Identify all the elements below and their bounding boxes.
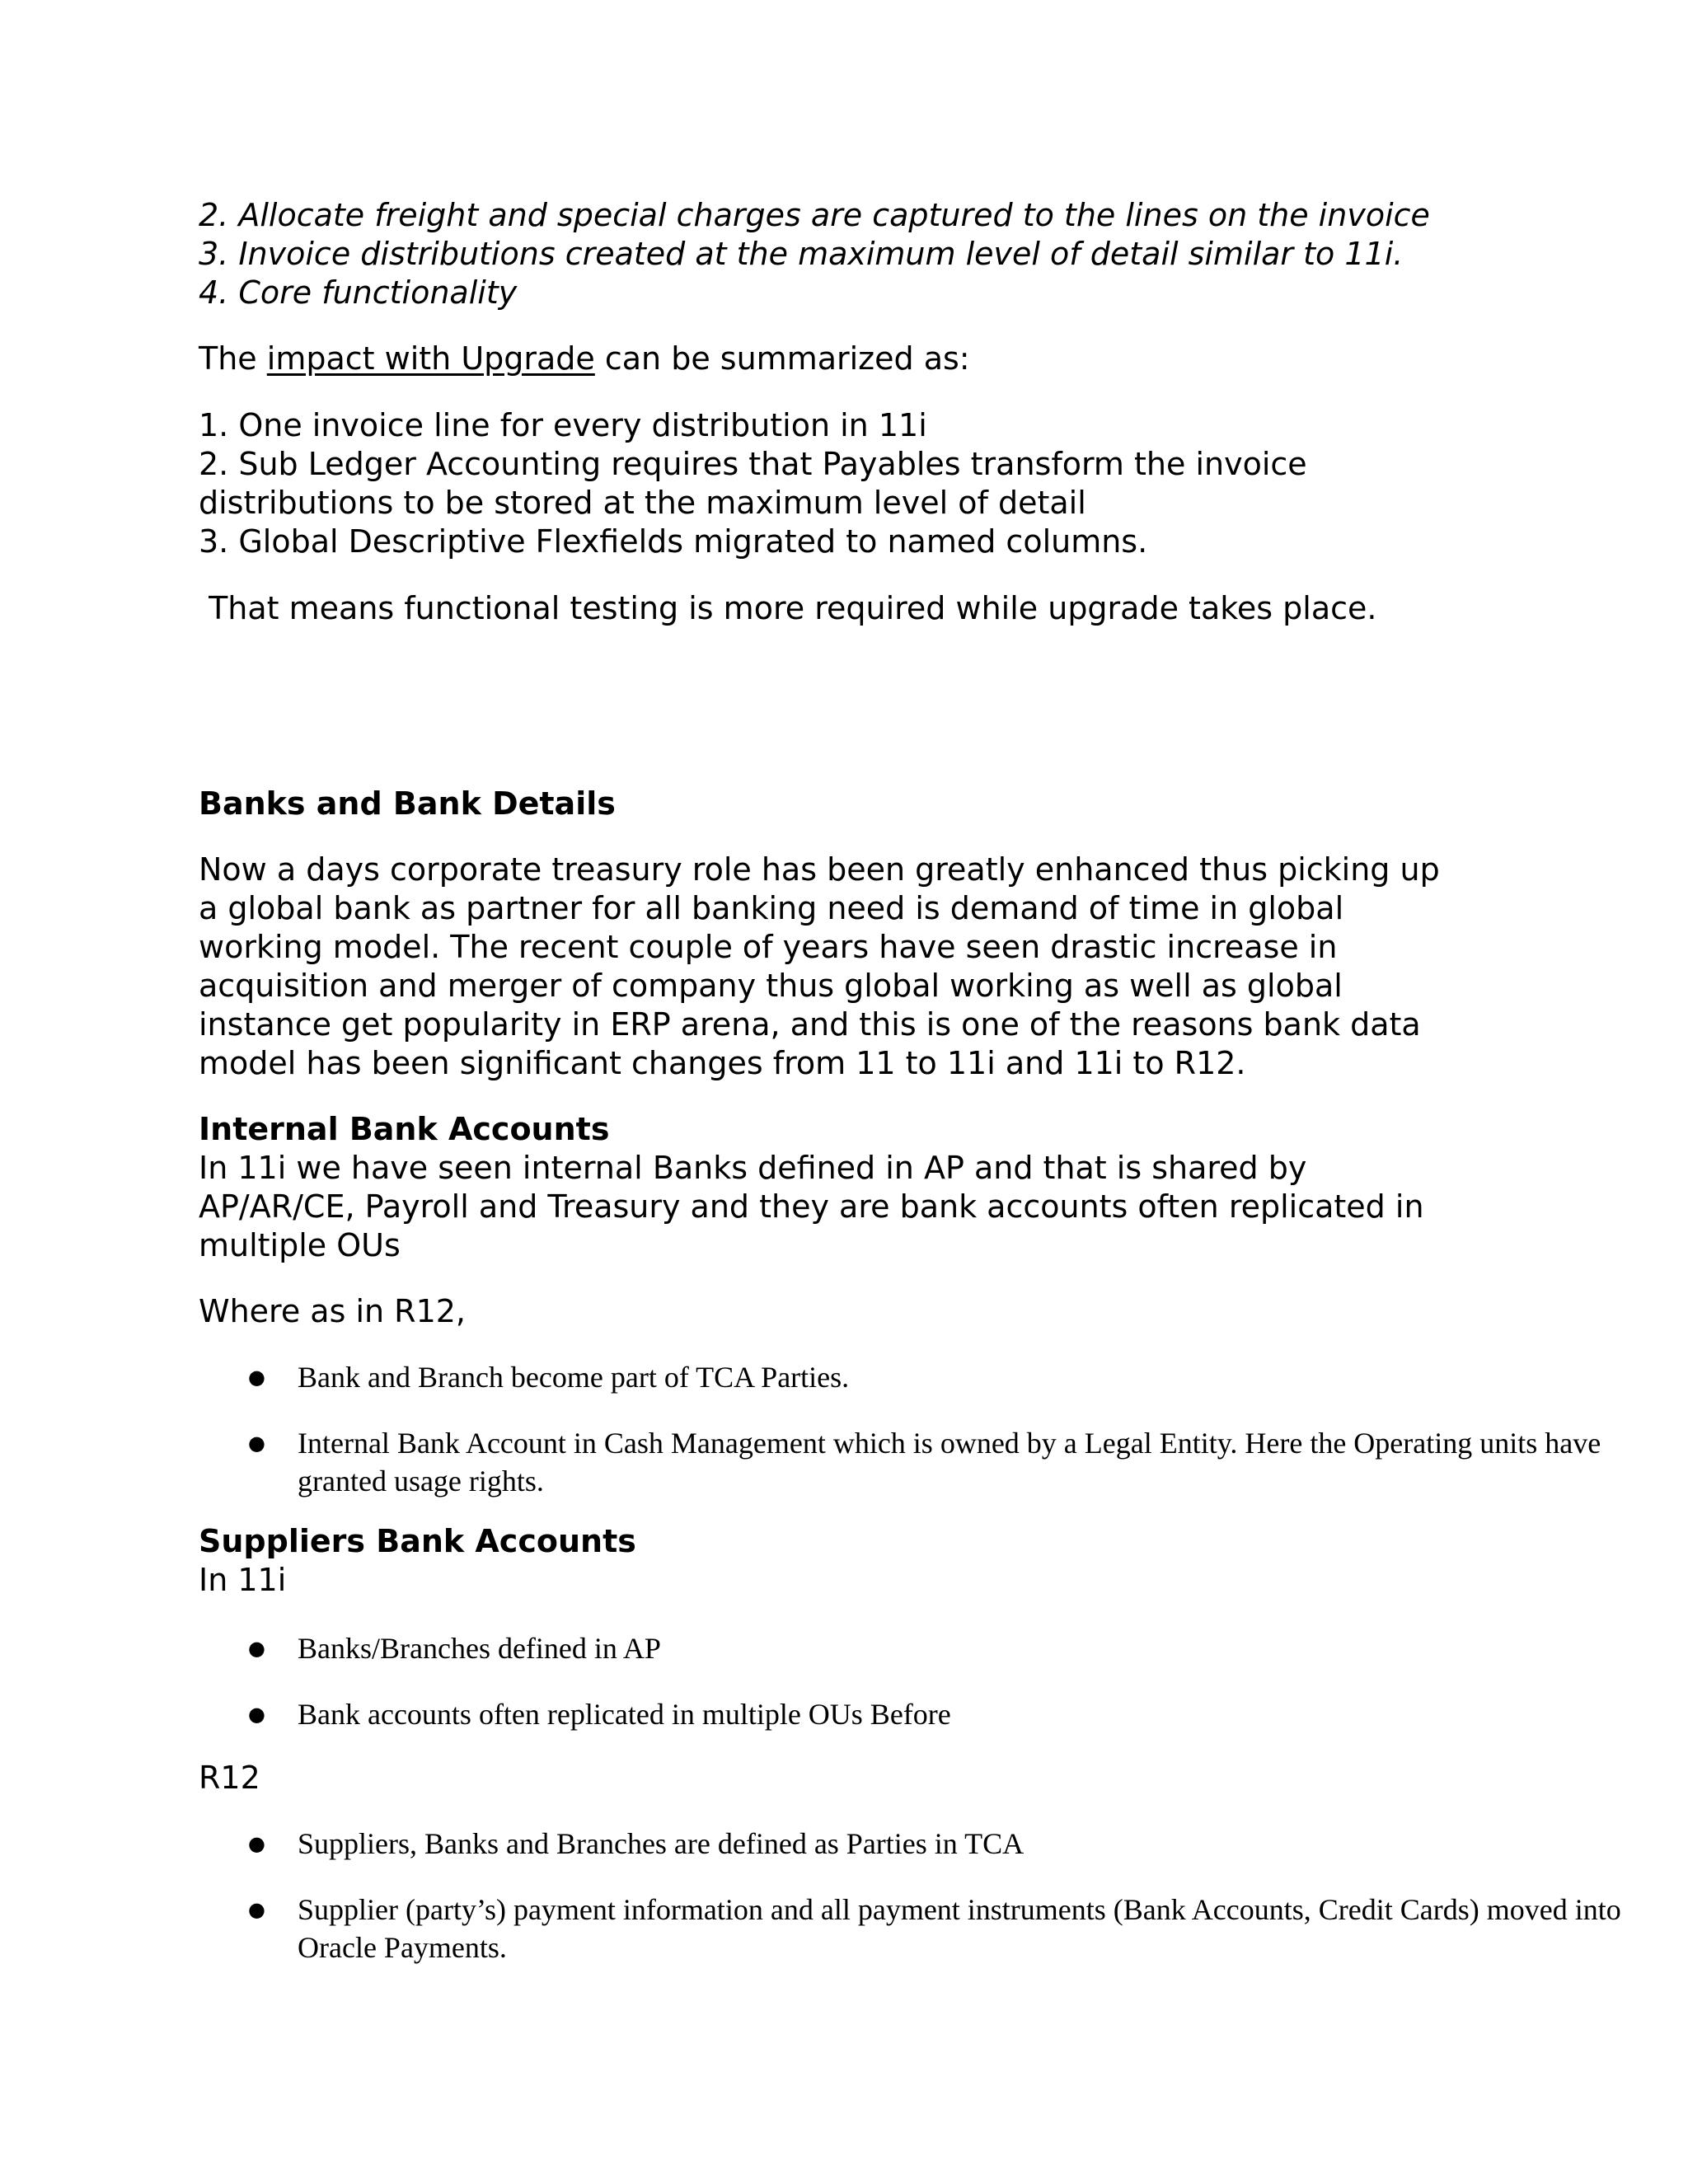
list-item <box>199 1891 1649 1966</box>
banks-paragraph-line: working model. The recent couple of years have seen drastic increase in <box>199 929 1338 965</box>
banks-heading: Banks and Bank Details <box>199 785 616 822</box>
where-as-text: Where as in R12, <box>199 1293 467 1329</box>
bullet-icon: ● <box>248 1366 265 1389</box>
r12-label: R12 <box>199 1760 260 1796</box>
in-11i-label: In 11i <box>199 1562 287 1598</box>
bullet-icon: ● <box>248 1432 265 1455</box>
impact-list-item-2: 2. Sub Ledger Accounting requires that Payables transform the invoice <box>199 446 1307 482</box>
list-item-text: Bank and Branch become part of TCA Parties. <box>298 1361 850 1394</box>
internal-paragraph-line: In 11i we have seen internal Banks defined in AP and that is shared by <box>199 1150 1307 1186</box>
top-list-item-2: 2. Allocate freight and special charges are captured to the lines on the invoice <box>199 197 1430 233</box>
banks-paragraph-line: a global bank as partner for all banking need is demand of time in global <box>199 890 1344 926</box>
impact-list-item-2-continued: distributions to be stored at the maximum level of detail <box>199 485 1086 521</box>
list-item-text: Internal Bank Account in Cash Management which is owned by a Legal Entity. Here the Operating units have granted usage rights. <box>298 1427 1601 1497</box>
list-item <box>199 1424 1649 1500</box>
impact-intro <box>199 340 970 378</box>
impact-intro-prefix: The <box>199 340 267 377</box>
banks-paragraph-line: acquisition and merger of company thus global working as well as global <box>199 968 1343 1004</box>
top-list-item-3: 3. Invoice distributions created at the maximum level of detail similar to 11i. <box>199 236 1404 272</box>
internal-bullet-list <box>199 1358 1649 1500</box>
suppliers-11i-bullet-list <box>199 1629 1649 1733</box>
conclusion-text: That means functional testing is more required while upgrade takes place. <box>199 590 1377 626</box>
list-item <box>199 1629 1649 1667</box>
list-item-text: Supplier (party’s) payment information and all payment instruments (Bank Accounts, Credit Cards) moved into Oracle Payments. <box>298 1893 1621 1964</box>
list-item-text: Banks/Branches defined in AP <box>298 1632 661 1665</box>
banks-paragraph-line: instance get popularity in ERP arena, and this is one of the reasons bank data <box>199 1006 1421 1043</box>
list-item <box>199 1358 1649 1396</box>
impact-list-item-1: 1. One invoice line for every distribution in 11i <box>199 407 927 443</box>
bullet-icon: ● <box>248 1898 265 1921</box>
internal-paragraph-line: multiple OUs <box>199 1227 401 1263</box>
bullet-icon: ● <box>248 1703 265 1726</box>
internal-heading: Internal Bank Accounts <box>199 1111 610 1147</box>
list-item <box>199 1825 1649 1863</box>
top-list-item-4: 4. Core functionality <box>199 274 518 311</box>
list-item-text: Bank accounts often replicated in multiple OUs Before <box>298 1698 951 1731</box>
bullet-icon: ● <box>248 1832 265 1855</box>
bullet-icon: ● <box>248 1637 265 1660</box>
impact-intro-suffix: can be summarized as: <box>594 340 970 377</box>
internal-paragraph-line: AP/AR/CE, Payroll and Treasury and they are bank accounts often replicated in <box>199 1188 1424 1225</box>
impact-list-item-3: 3. Global Descriptive Flexfields migrated to named columns. <box>199 523 1148 560</box>
banks-paragraph-line: model has been significant changes from 11 to 11i and 11i to R12. <box>199 1045 1246 1081</box>
suppliers-r12-bullet-list <box>199 1825 1649 1966</box>
list-item <box>199 1695 1649 1733</box>
list-item-text: Suppliers, Banks and Branches are defined as Parties in TCA <box>298 1827 1025 1860</box>
impact-with-upgrade-link[interactable]: impact with Upgrade <box>266 340 595 377</box>
suppliers-heading: Suppliers Bank Accounts <box>199 1523 636 1559</box>
banks-paragraph-line: Now a days corporate treasury role has been greatly enhanced thus picking up <box>199 851 1440 888</box>
